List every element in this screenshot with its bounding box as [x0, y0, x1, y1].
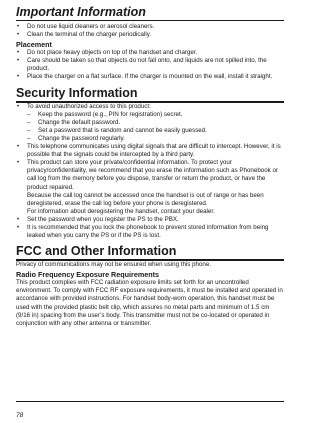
- list-item: • Do not place heavy objects on top of the handset and charger.: [16, 49, 284, 57]
- page-number: 78: [16, 412, 24, 419]
- list-item: • Do not use liquid cleaners or aerosol cleaners.: [16, 23, 284, 31]
- security-dash-list: [27, 111, 284, 143]
- list-item: • This telephone communicates using digital signals that are difficult to intercept. However, it is possible that the signals could be intercepted by a third party.: [16, 143, 284, 159]
- list-item: • Place the charger on a flat surface. If the charger is mounted on the wall, install it straight.: [16, 73, 284, 81]
- list-item: – Change the password regularly.: [27, 135, 284, 143]
- rf-exposure-body: This product complies with FCC radiation exposure limits set forth for an uncontrolled environment. To comply with FCC RF exposure requirements, it must be installed and operated in accordance with provided instructions. For handset body-worn operation, this handset must be used with the provided plastic belt clip, which assures no metal parts and minimum of 1.5 cm (9/16 in) spacing from the user’s body. This transmitter must not be co-located or operated in conjunction with any other antenna or transmitter.: [16, 279, 283, 327]
- list-item: – Change the default password.: [27, 119, 284, 127]
- list-item: – Set a password that is random and cannot be easily guessed.: [27, 127, 284, 135]
- list-item: [16, 103, 284, 143]
- list-item: • Clean the terminal of the charger periodically.: [16, 31, 284, 39]
- fcc-intro: Privacy of communications may not be ensured when using this phone.: [16, 261, 212, 269]
- list-item: – Keep the password (e.g., PIN for registration) secret.: [27, 111, 284, 119]
- list-item: • Set the password when you register the PS to the PBX.: [16, 216, 284, 224]
- security-information-heading: Security Information: [16, 86, 284, 103]
- rf-exposure-heading: Radio Frequency Exposure Requirements: [16, 270, 159, 280]
- list-item: [16, 159, 284, 216]
- list-item: • It is recommended that you lock the phonebook to prevent stored information from being leaked when you carry the PS or if the PS is lost.: [16, 224, 284, 240]
- important-bullet-list: [16, 23, 284, 39]
- placement-bullet-list: [16, 49, 284, 81]
- important-information-heading: Important Information: [16, 5, 284, 21]
- security-bullet-text: For information about deregistering the handset, contact your dealer.: [27, 207, 215, 215]
- security-bullet-text: This product can store your private/confidential information. To protect your privacy/confidentiality, we recommend that you erase the information such as Phonebook or call log from the memory before you dispose, transfer or return the product, or have the product repaired.: [27, 159, 278, 191]
- document-page: [16, 5, 284, 328]
- fcc-heading: FCC and Other Information: [16, 244, 284, 261]
- page-footer: [16, 401, 284, 422]
- list-item: • Care should be taken so that objects do not fall onto, and liquids are not spilled into, the product.: [16, 57, 284, 73]
- security-bullet-text: To avoid unauthorized access to this product:: [27, 102, 151, 110]
- placement-heading: Placement: [16, 40, 52, 50]
- security-bullet-text: Because the call log cannot be accessed once the handset is out of range or has been deregistered, erase the call log before your phone is deregistered.: [27, 191, 264, 207]
- security-bullet-list: [16, 103, 284, 241]
